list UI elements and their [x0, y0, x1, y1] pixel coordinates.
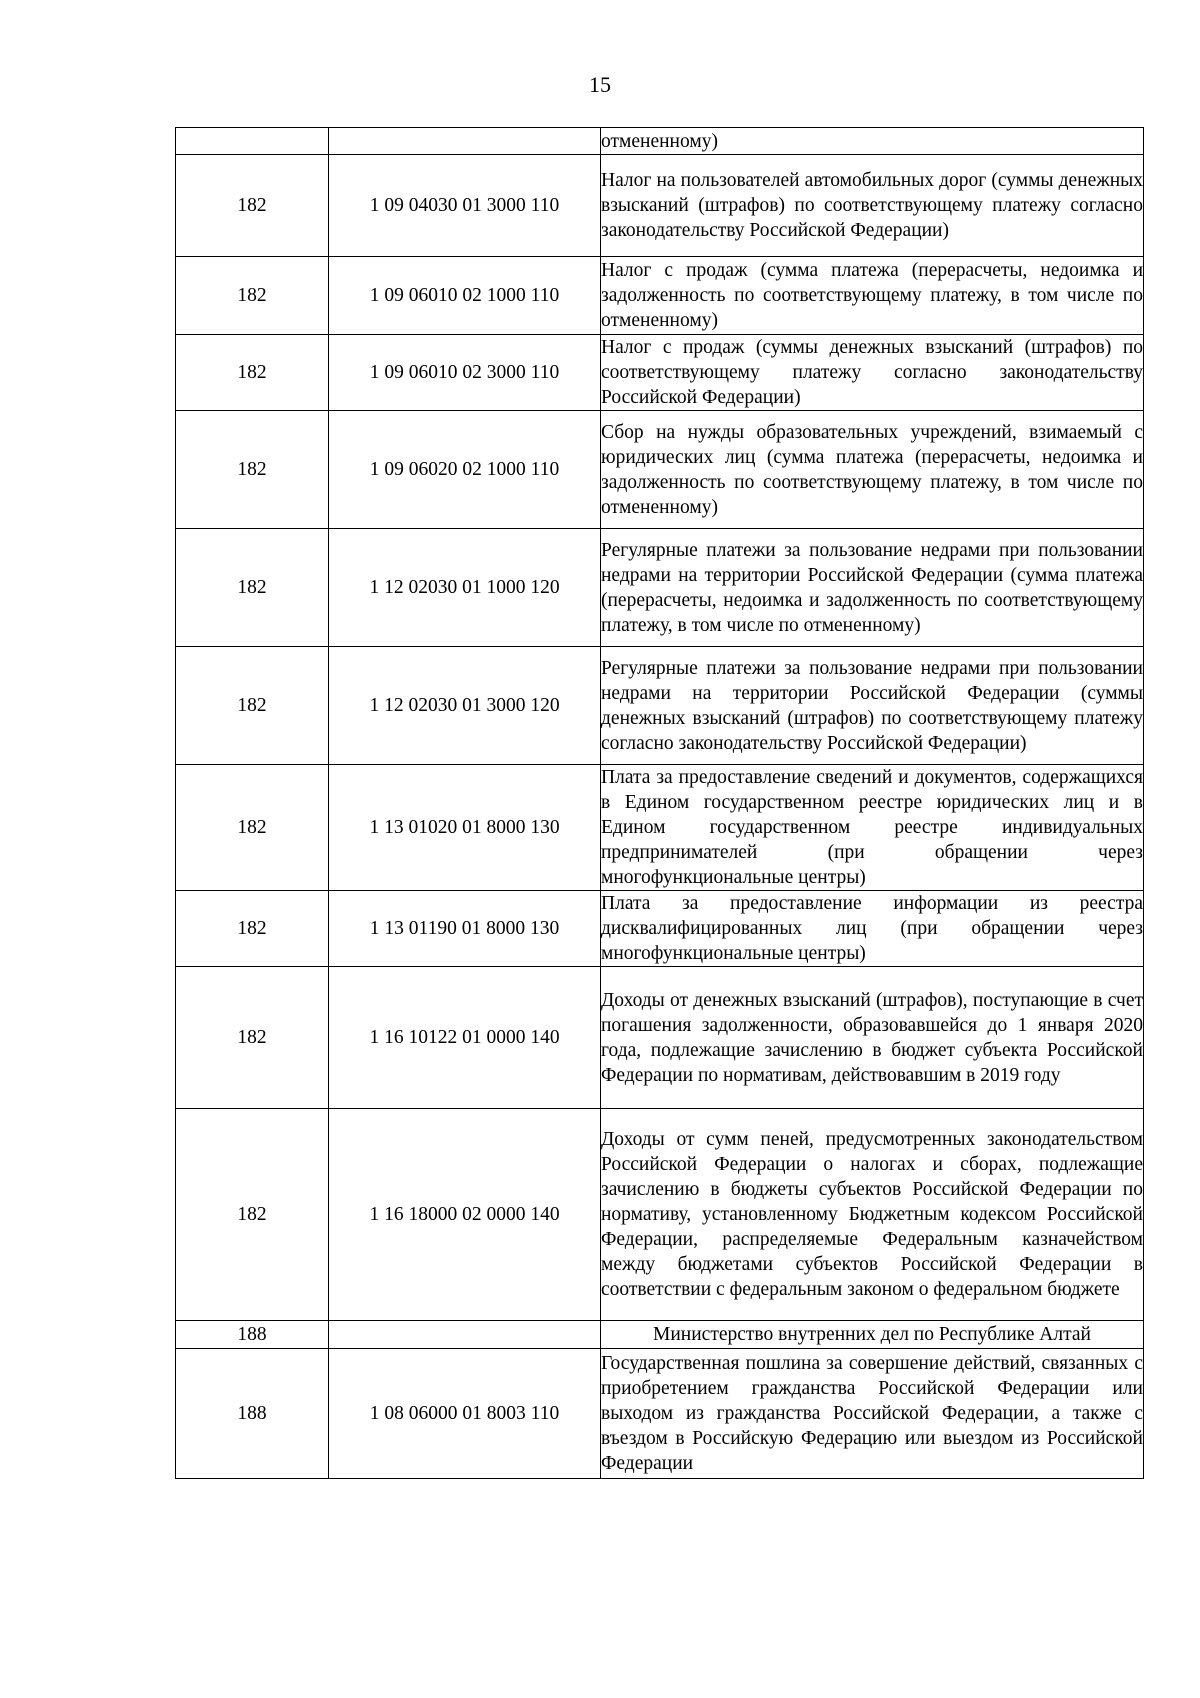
- description-cell: Доходы от сумм пеней, предусмотренных законодательством Российской Федерации о налогах и сборах, подлежащие зачислению в бюджеты субъектов Российской Федерации по нормативу, установленному Бюджетным кодексом Российской Федерации, распределяемые Федеральным казначейством между бюджетами субъектов Российской Федерации в соответствии с федеральным законом о федеральном бюджете: [601, 1109, 1144, 1321]
- description-cell: Плата за предоставление сведений и документов, содержащихся в Едином государственном реестре юридических лиц и в Едином государственном реестре индивидуальных предпринимателей (при обращении через многофункциональные центры): [601, 765, 1144, 891]
- admin-code-cell: 182: [176, 967, 329, 1109]
- budget-classification-code-cell: 1 08 06000 01 8003 110: [329, 1349, 601, 1479]
- section-heading-cell: Министерство внутренних дел по Республике Алтай: [601, 1321, 1144, 1349]
- admin-code-cell: 182: [176, 529, 329, 647]
- admin-code-cell: 182: [176, 155, 329, 257]
- description-cell: Плата за предоставление информации из реестра дисквалифицированных лиц (при обращении через многофункциональные центры): [601, 891, 1144, 967]
- budget-classification-code-cell: 1 09 04030 01 3000 110: [329, 155, 601, 257]
- table-row: [176, 1349, 1144, 1479]
- admin-code-cell: 182: [176, 647, 329, 765]
- admin-code-cell: 182: [176, 257, 329, 335]
- table-row: [176, 765, 1144, 891]
- description-cell: Доходы от денежных взысканий (штрафов), поступающие в счет погашения задолженности, образовавшейся до 1 января 2020 года, подлежащие зачислению в бюджет субъекта Российской Федерации по нормативам, действовавшим в 2019 году: [601, 967, 1144, 1109]
- admin-code-cell: 188: [176, 1349, 329, 1479]
- table-row: [176, 891, 1144, 967]
- admin-code-cell: 182: [176, 891, 329, 967]
- table-section-heading-row: [176, 1321, 1144, 1349]
- table-row: [176, 257, 1144, 335]
- description-cell: Налог с продаж (суммы денежных взысканий (штрафов) по соответствующему платежу согласно законодательству Российской Федерации): [601, 335, 1144, 411]
- budget-classification-code-cell: 1 13 01020 01 8000 130: [329, 765, 601, 891]
- description-cell: Государственная пошлина за совершение действий, связанных с приобретением гражданства Российской Федерации или выходом из гражданства Российской Федерации, а также с въездом в Российскую Федерацию или выездом из Российской Федерации: [601, 1349, 1144, 1479]
- budget-classification-code-cell: 1 13 01190 01 8000 130: [329, 891, 601, 967]
- budget-classification-code-cell: 1 09 06020 02 1000 110: [329, 411, 601, 529]
- revenue-codes-table: [175, 127, 1144, 1479]
- description-cell: Регулярные платежи за пользование недрами при пользовании недрами на территории Российской Федерации (суммы денежных взысканий (штрафов) по соответствующему платежу согласно законодательству Российской Федерации): [601, 647, 1144, 765]
- admin-code-cell: 182: [176, 1109, 329, 1321]
- description-cell: отмененному): [601, 128, 1144, 155]
- page-number: 15: [589, 72, 611, 97]
- budget-classification-code-cell: [329, 128, 601, 155]
- description-cell: Налог с продаж (сумма платежа (перерасчеты, недоимка и задолженность по соответствующему платежу, в том числе по отмененному): [601, 257, 1144, 335]
- description-cell: Регулярные платежи за пользование недрами при пользовании недрами на территории Российской Федерации (сумма платежа (перерасчеты, недоимка и задолженность по соответствующему платежу, в том числе по отмененному): [601, 529, 1144, 647]
- budget-classification-code-cell: 1 16 10122 01 0000 140: [329, 967, 601, 1109]
- table-row: [176, 411, 1144, 529]
- admin-code-cell: [176, 128, 329, 155]
- admin-code-cell: 182: [176, 335, 329, 411]
- table-row: [176, 335, 1144, 411]
- budget-classification-code-cell: 1 09 06010 02 1000 110: [329, 257, 601, 335]
- table-row: [176, 128, 1144, 155]
- budget-classification-code-cell: 1 12 02030 01 3000 120: [329, 647, 601, 765]
- admin-code-cell: 182: [176, 765, 329, 891]
- budget-classification-code-cell: 1 09 06010 02 3000 110: [329, 335, 601, 411]
- budget-classification-code-cell: [329, 1321, 601, 1349]
- table-body: [176, 128, 1144, 1479]
- admin-code-cell: 182: [176, 411, 329, 529]
- admin-code-cell: 188: [176, 1321, 329, 1349]
- description-cell: Налог на пользователей автомобильных дорог (суммы денежных взысканий (штрафов) по соответствующему платежу согласно законодательству Российской Федерации): [601, 155, 1144, 257]
- description-cell: Сбор на нужды образовательных учреждений, взимаемый с юридических лиц (сумма платежа (перерасчеты, недоимка и задолженность по соответствующему платежу, в том числе по отмененному): [601, 411, 1144, 529]
- table-row: [176, 529, 1144, 647]
- budget-classification-code-cell: 1 16 18000 02 0000 140: [329, 1109, 601, 1321]
- table-row: [176, 647, 1144, 765]
- budget-classification-code-cell: 1 12 02030 01 1000 120: [329, 529, 601, 647]
- table-row: [176, 155, 1144, 257]
- table-row: [176, 967, 1144, 1109]
- table-row: [176, 1109, 1144, 1321]
